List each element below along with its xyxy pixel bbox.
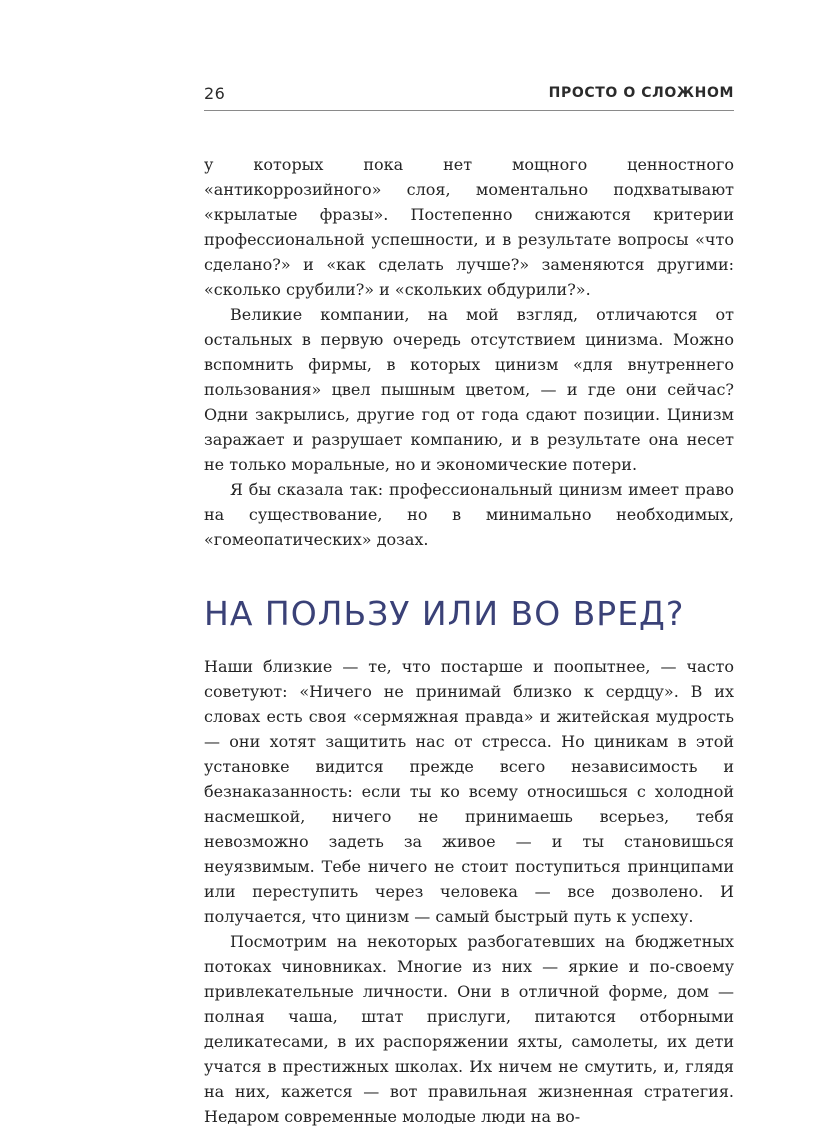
paragraph: у которых пока нет мощного ценностного «антикоррозийного» слоя, моментально подхватывают «крылатые фразы». Постепенно снижаются критерии профессиональной успешности, и в результате вопросы «что сделано?» и «как сделать лучше?» заменяются другими: «сколько срубили?» и «скольких обдурили?». [204, 155, 734, 299]
page-header [204, 80, 734, 106]
page-body [204, 152, 734, 1129]
header-divider [204, 110, 734, 111]
paragraph: Я бы сказала так: профессиональный цинизм имеет право на существование, но в минимально необходимых, «гомеопатических» дозах. [204, 480, 734, 549]
paragraph: Великие компании, на мой взгляд, отличаются от остальных в первую очередь отсутствием цинизма. Можно вспомнить фирмы, в которых цинизм «для внутреннего пользования» цвел пышным цветом, — и где они сейчас? Одни закрылись, другие год от года сдают позиции. Цинизм заражает и разрушает компанию, и в результате она несет не только моральные, но и экономические потери. [204, 305, 734, 474]
running-title: ПРОСТО О СЛОЖНОМ [548, 85, 734, 101]
paragraph: Посмотрим на некоторых разбогатевших на бюджетных потоках чиновниках. Многие из них — яркие и по-своему привлекательные личности. Они в отличной форме, дом — полная чаша, штат прислуги, питаются отборными деликатесами, в их распоряжении яхты, самолеты, их дети учатся в престижных школах. Их ничем не смутить, и, глядя на них, кажется — вот правильная жизненная стратегия. Недаром современные молодые люди на во- [204, 932, 734, 1126]
paragraph: Наши близкие — те, что постарше и поопытнее, — часто советуют: «Ничего не принимай близко к сердцу». В их словах есть своя «сермяжная правда» и житейская мудрость — они хотят защитить нас от стресса. Но циникам в этой установке видится прежде всего независимость и безнаказанность: если ты ко всему относишься с холодной насмешкой, ничего не принимаешь всерьез, тебя невозможно задеть за живое — и ты становишься неуязвимым. Тебе ничего не стоит поступиться принципами или переступить через человека — все дозволено. И получается, что цинизм — самый быстрый путь к успеху. [204, 657, 734, 926]
section-heading: НА ПОЛЬЗУ ИЛИ ВО ВРЕД? [204, 594, 685, 633]
page-number: 26 [204, 83, 226, 103]
